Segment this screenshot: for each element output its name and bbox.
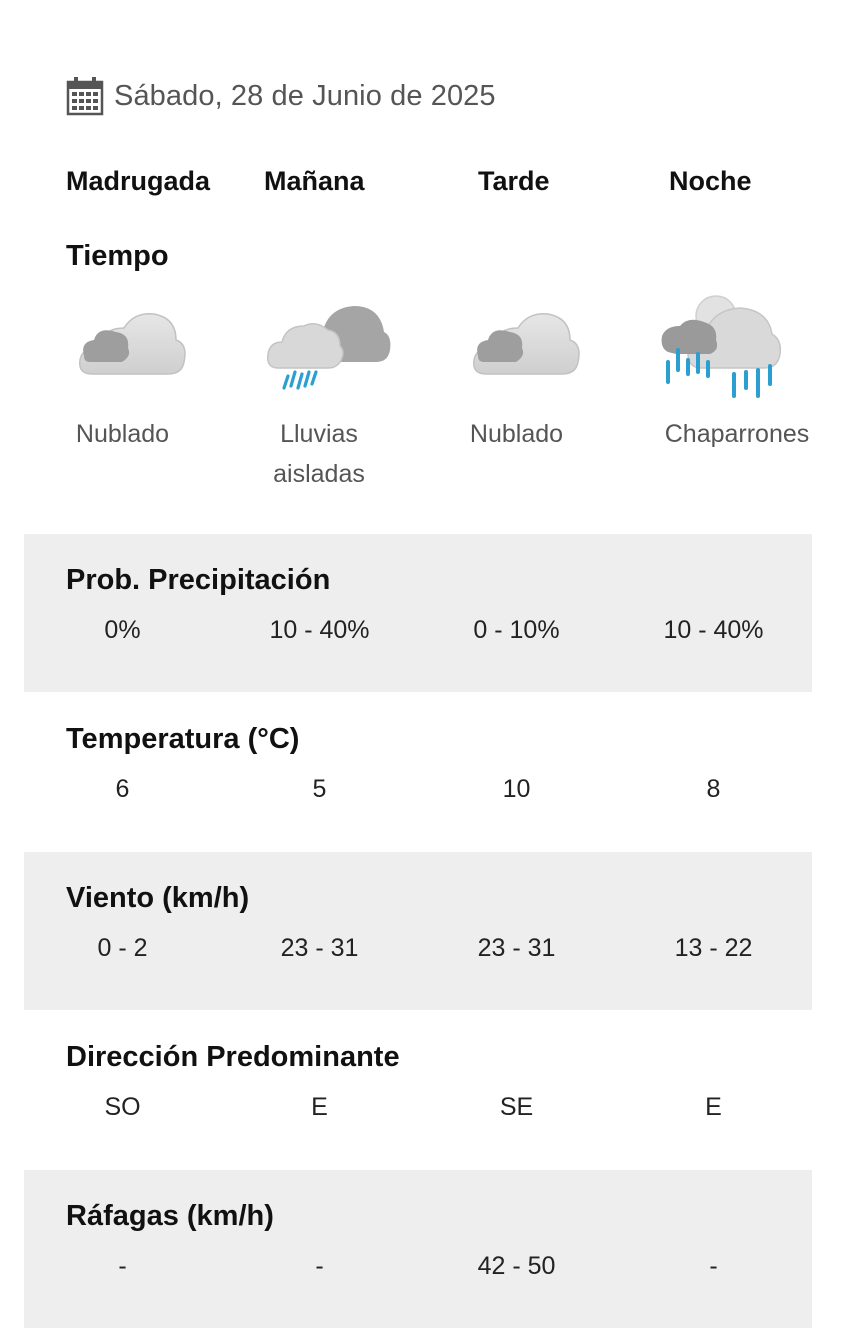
row-value: 0 - 10% bbox=[473, 616, 560, 644]
row-value: E bbox=[705, 1093, 722, 1121]
row-value: 0% bbox=[104, 616, 141, 644]
row-title: Prob. Precipitación bbox=[66, 564, 331, 596]
wind-row bbox=[24, 852, 812, 1010]
row-value: 13 - 22 bbox=[674, 934, 753, 962]
gusts-row bbox=[24, 1170, 812, 1328]
row-value: SE bbox=[499, 1093, 534, 1121]
weather-section-title: Tiempo bbox=[66, 240, 169, 272]
date-header bbox=[66, 74, 496, 118]
row-value: 23 - 31 bbox=[280, 934, 359, 962]
precipitation-row bbox=[24, 534, 812, 692]
row-value: 5 bbox=[312, 775, 327, 803]
row-title: Temperatura (°C) bbox=[66, 723, 300, 755]
condition-label: Nublado bbox=[469, 420, 564, 448]
period-madrugada: Madrugada bbox=[66, 166, 211, 196]
row-value: 10 bbox=[502, 775, 531, 803]
condition-label: Chaparrones bbox=[664, 420, 810, 448]
weather-icons bbox=[24, 292, 812, 412]
cloudy-icon bbox=[72, 292, 202, 402]
row-value: - bbox=[709, 1252, 718, 1280]
calendar-icon bbox=[66, 76, 104, 116]
row-value: E bbox=[311, 1093, 328, 1121]
night-showers-icon bbox=[658, 292, 788, 402]
row-value: 42 - 50 bbox=[477, 1252, 556, 1280]
row-value: 6 bbox=[115, 775, 130, 803]
temperature-row bbox=[24, 693, 812, 851]
cloudy-icon bbox=[466, 292, 596, 402]
row-value: 0 - 2 bbox=[97, 934, 148, 962]
condition-label: Nublado bbox=[75, 420, 170, 448]
row-value: SO bbox=[104, 1093, 141, 1121]
row-value: 10 - 40% bbox=[269, 616, 370, 644]
row-value: - bbox=[315, 1252, 324, 1280]
period-manana: Mañana bbox=[264, 166, 365, 196]
direction-row bbox=[24, 1011, 812, 1169]
row-value: - bbox=[118, 1252, 127, 1280]
period-noche: Noche bbox=[669, 166, 752, 196]
condition-label: Lluvias aisladas bbox=[273, 420, 365, 488]
row-title: Viento (km/h) bbox=[66, 882, 250, 914]
row-title: Dirección Predominante bbox=[66, 1041, 400, 1073]
row-title: Ráfagas (km/h) bbox=[66, 1200, 274, 1232]
row-value: 8 bbox=[706, 775, 721, 803]
date-text: Sábado, 28 de Junio de 2025 bbox=[114, 79, 496, 112]
row-value: 10 - 40% bbox=[663, 616, 764, 644]
row-value: 23 - 31 bbox=[477, 934, 556, 962]
period-tarde: Tarde bbox=[478, 166, 550, 196]
isolated-showers-icon bbox=[264, 292, 394, 402]
